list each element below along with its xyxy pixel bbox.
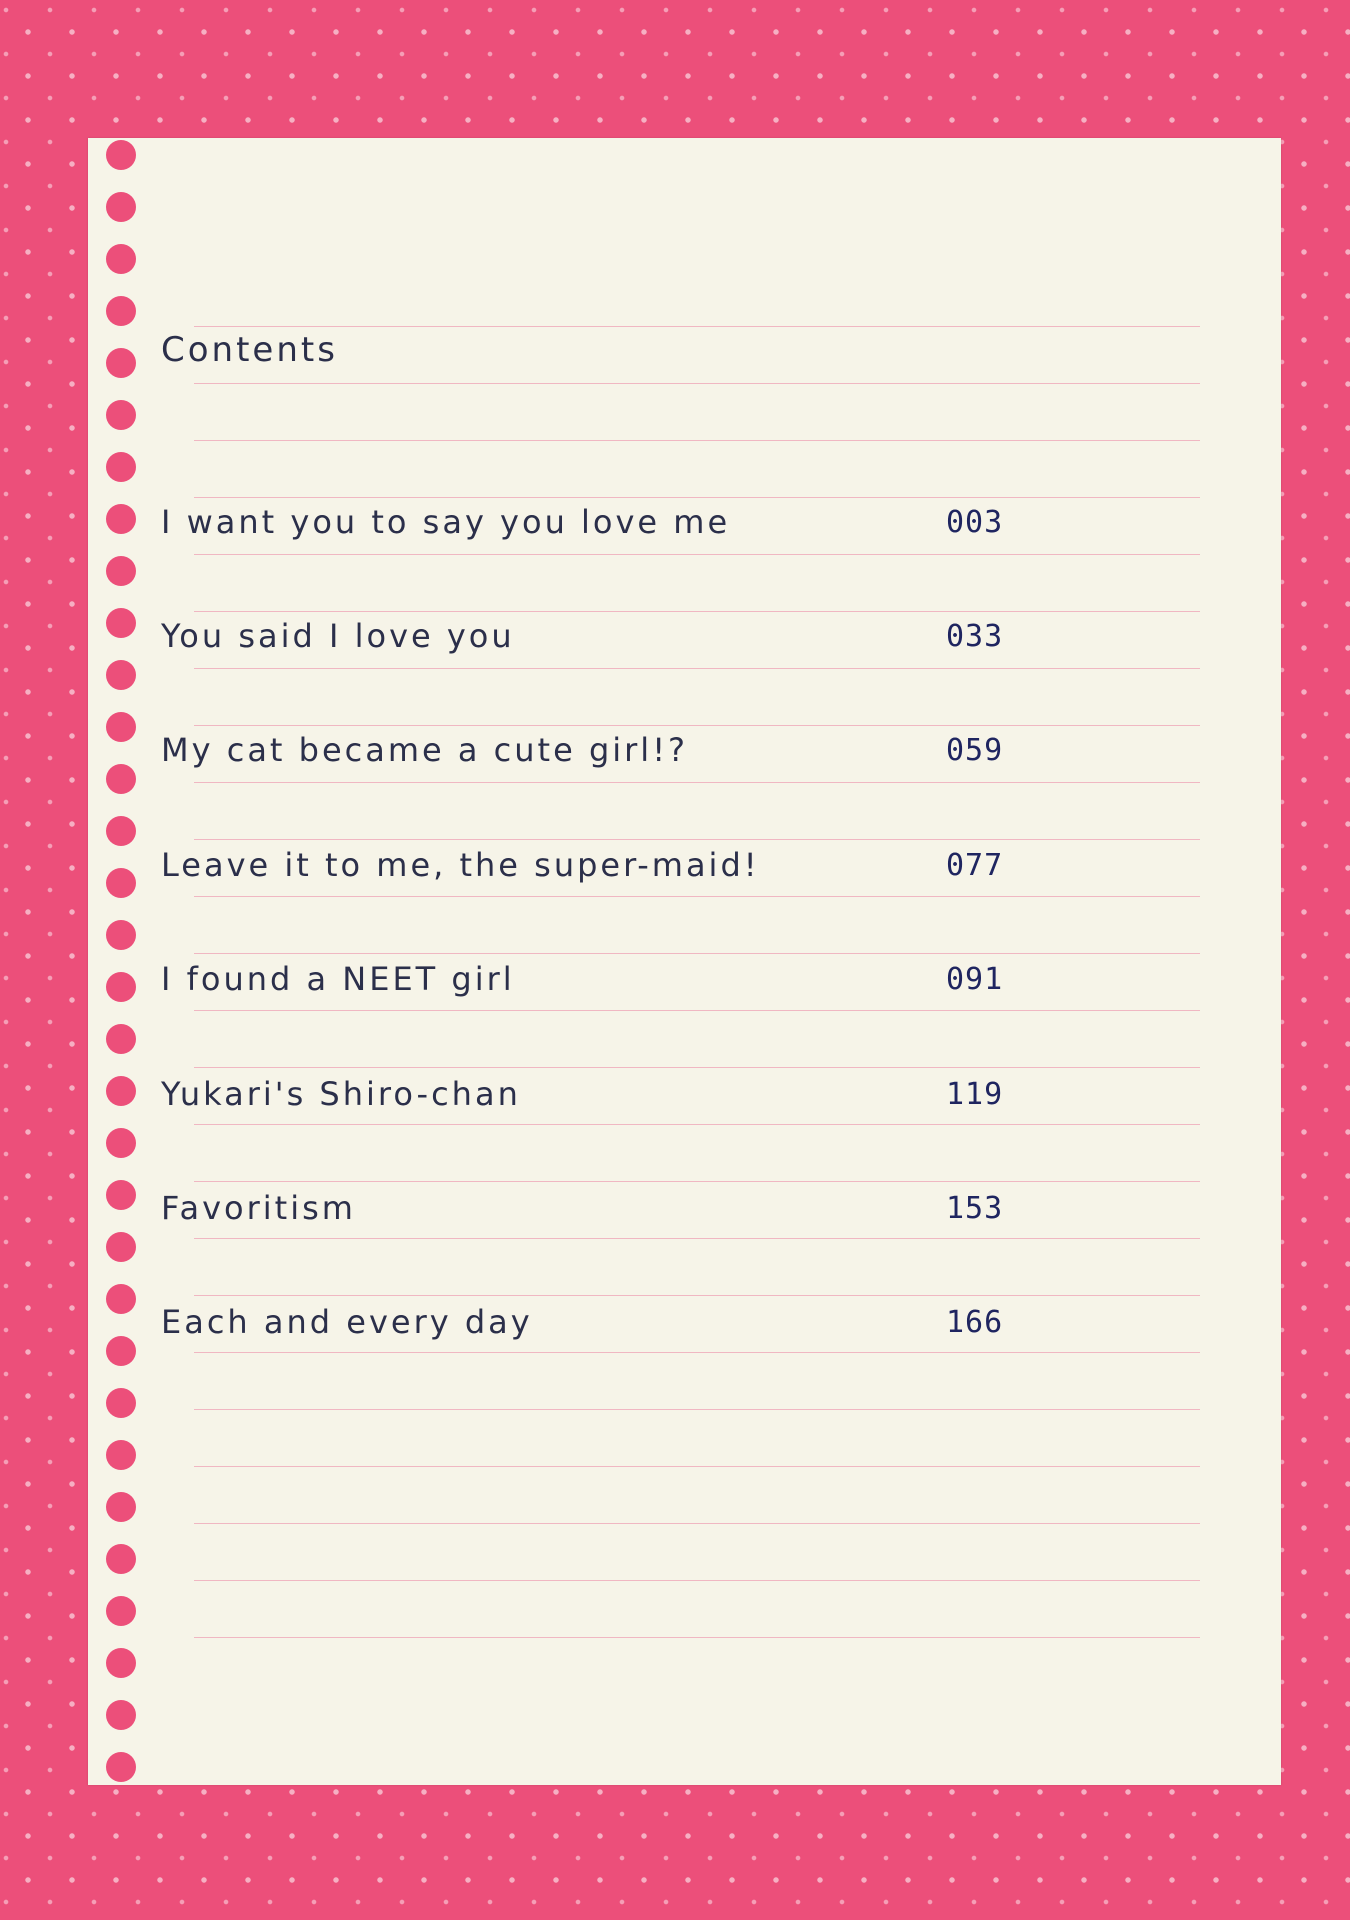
- toc-entry: [161, 503, 1091, 559]
- toc-entry-page: 119: [946, 1077, 1004, 1112]
- toc-entry-page: 091: [946, 962, 1004, 997]
- toc-entry-title: My cat became a cute girl!?: [161, 731, 688, 769]
- toc-entry: [161, 1303, 1091, 1359]
- toc-entry: [161, 617, 1091, 673]
- toc-entry-title: I found a NEET girl: [161, 960, 515, 998]
- page-title: Contents: [161, 330, 338, 370]
- toc-entry-page: 153: [946, 1191, 1004, 1226]
- toc-entry-title: Favoritism: [161, 1189, 356, 1227]
- toc-entry: [161, 1189, 1091, 1245]
- toc-entry-title: Leave it to me, the super-maid!: [161, 846, 760, 884]
- toc-entry-page: 166: [946, 1305, 1004, 1340]
- toc-entry-title: Each and every day: [161, 1303, 533, 1341]
- toc-entry-page: 033: [946, 619, 1004, 654]
- toc-entry: [161, 1075, 1091, 1131]
- toc-entry: [161, 731, 1091, 787]
- toc-entry: [161, 960, 1091, 1016]
- toc-entry-title: I want you to say you love me: [161, 503, 731, 541]
- toc-entry-title: You said I love you: [161, 617, 515, 655]
- toc-entry: [161, 846, 1091, 902]
- toc-entry-page: 059: [946, 733, 1004, 768]
- toc-entry-page: 003: [946, 505, 1004, 540]
- toc-entry-page: 077: [946, 848, 1004, 883]
- toc-entry-title: Yukari's Shiro-chan: [161, 1075, 521, 1113]
